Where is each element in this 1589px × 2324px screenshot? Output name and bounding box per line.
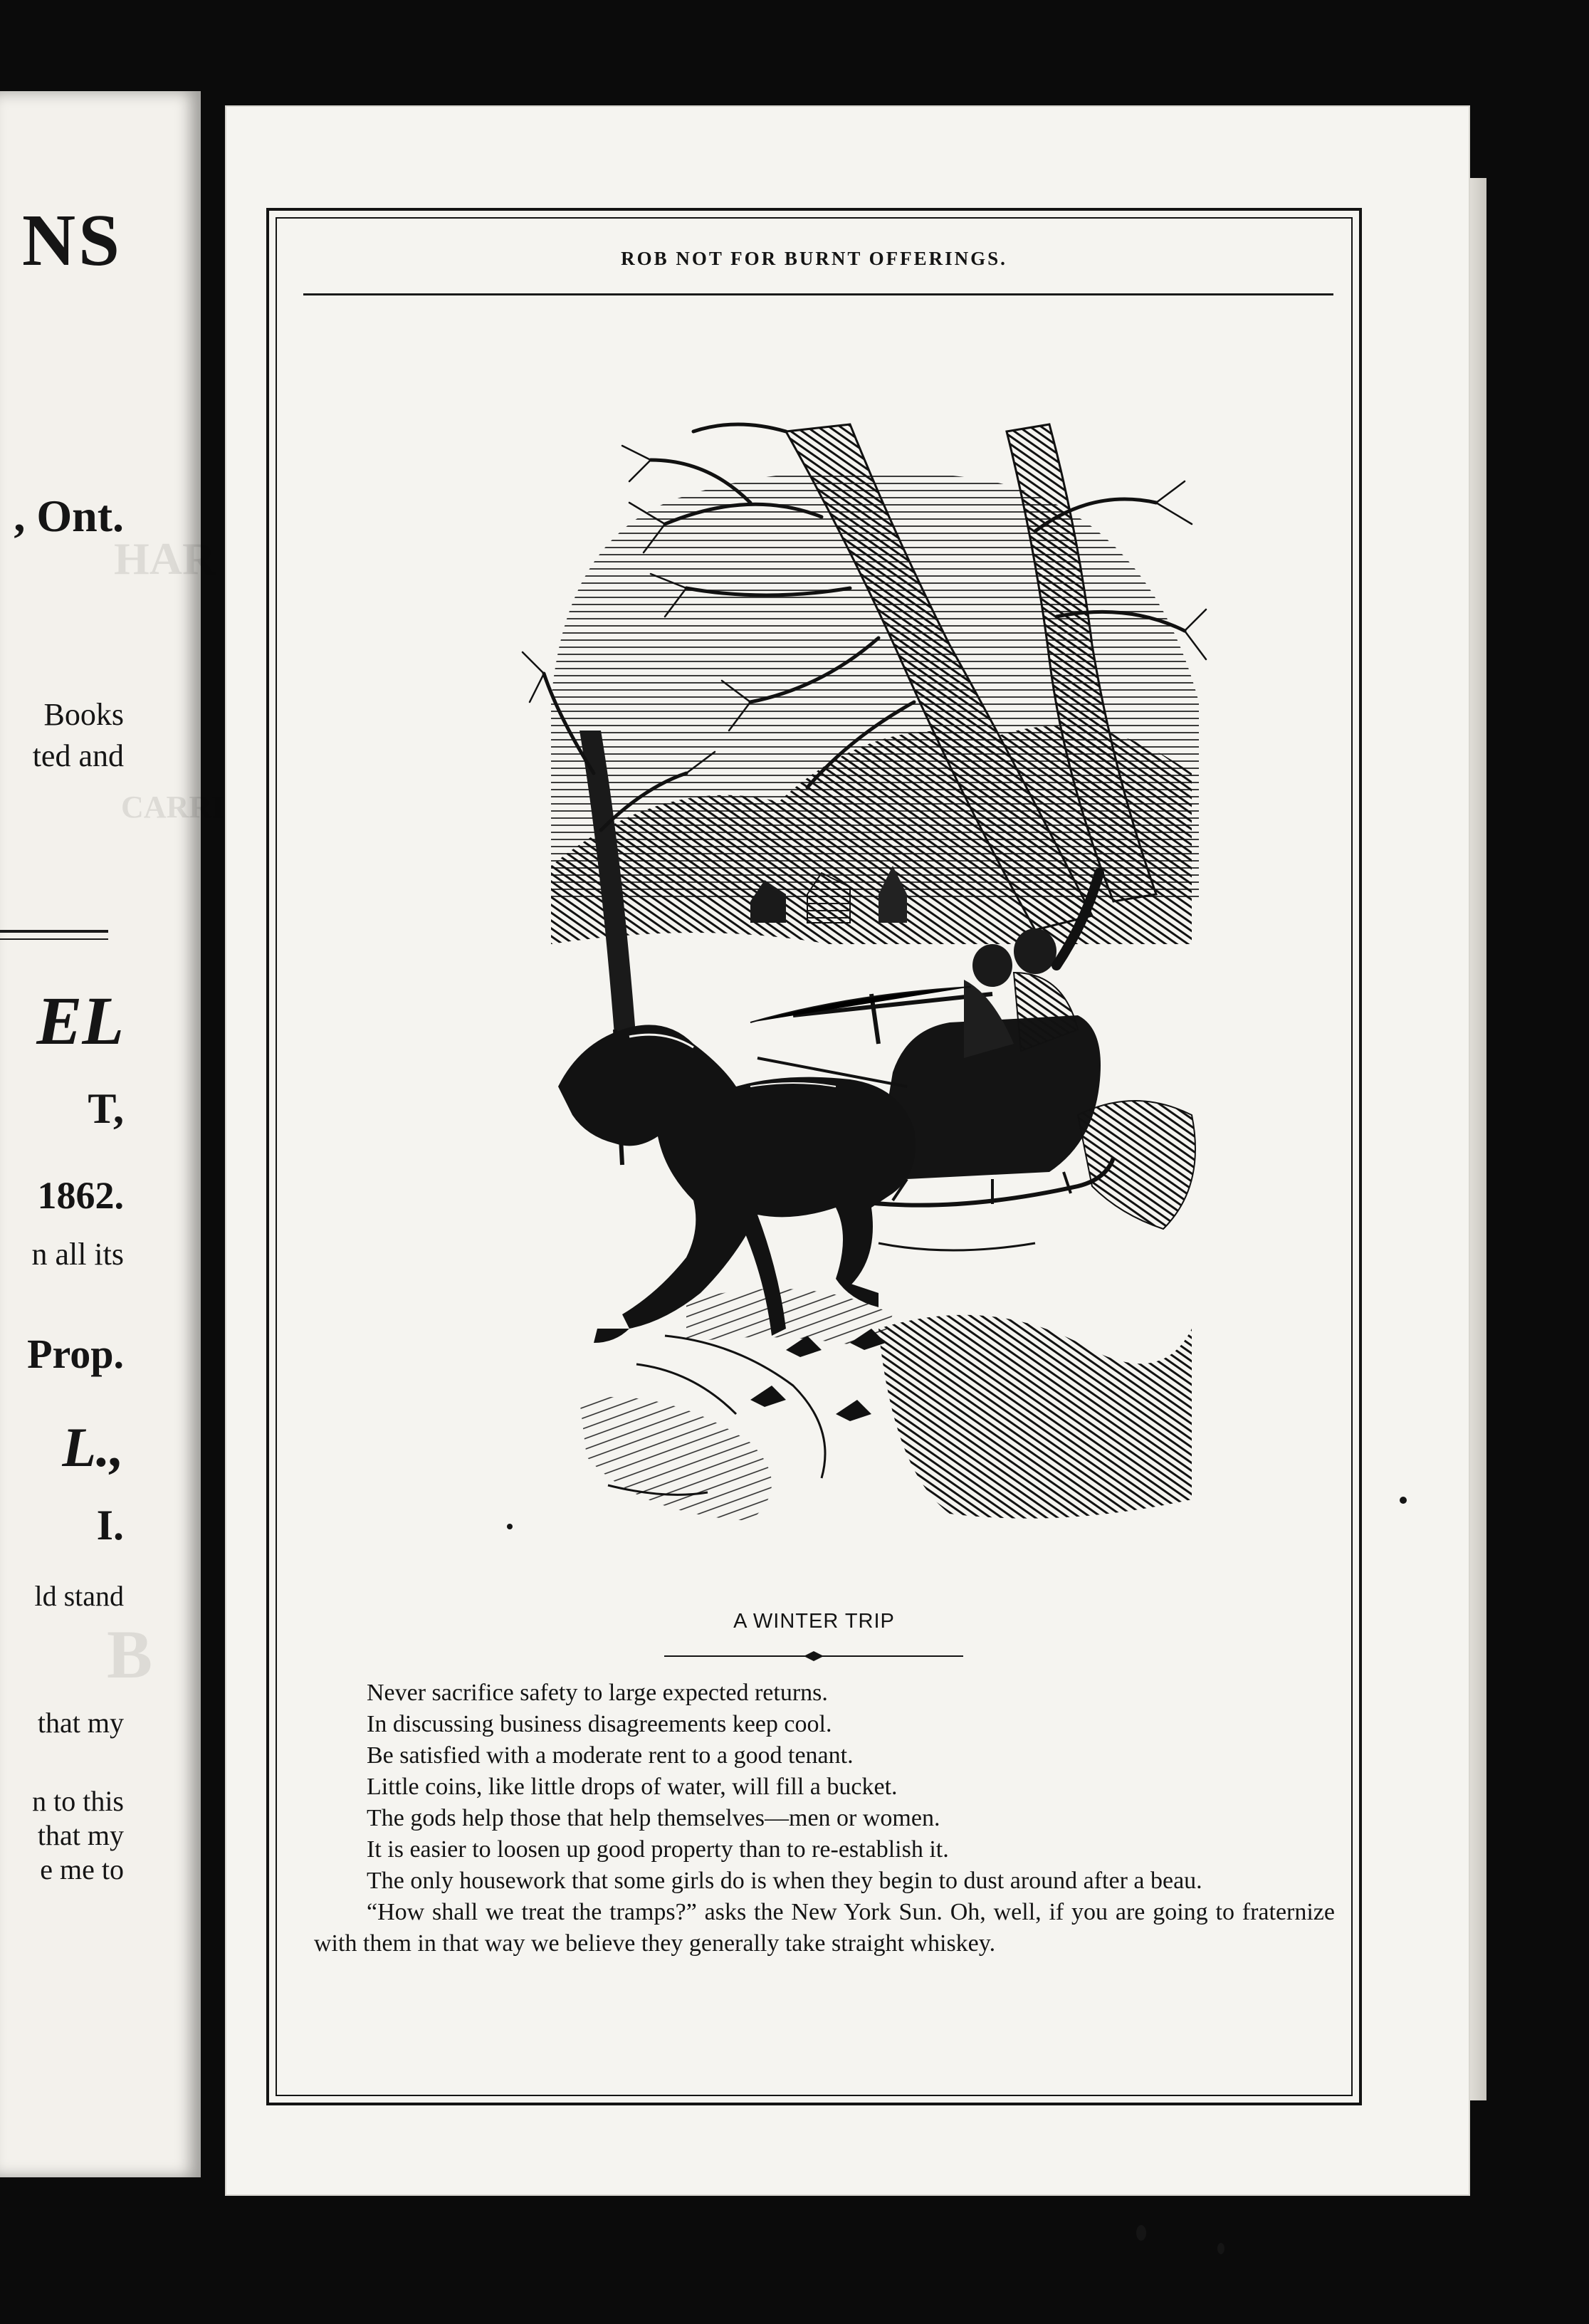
dust-speck — [1400, 1497, 1407, 1504]
illustration-caption: A WINTER TRIP — [733, 1610, 895, 1633]
dust-speck — [1217, 2243, 1224, 2254]
winter-trip-illustration — [451, 403, 1220, 1571]
left-page-line: n to this — [32, 1785, 124, 1817]
left-page-line: , Ont. — [14, 491, 124, 541]
dust-speck — [507, 1524, 513, 1529]
left-page-rule — [0, 938, 108, 940]
left-page-line: T, — [88, 1085, 124, 1132]
left-page-line: Prop. — [27, 1331, 124, 1377]
caption-ornament-rule — [664, 1651, 963, 1661]
left-page-line: that my — [37, 1707, 124, 1739]
paragraph: The only housework that some girls do is when they begin to dust around after a beau. — [367, 1868, 1202, 1894]
left-page-line: L., — [62, 1416, 124, 1478]
paragraph: In discussing business disagreements keep cool. — [367, 1711, 832, 1737]
dust-speck — [1136, 2225, 1146, 2241]
left-page-rule — [0, 930, 108, 933]
running-head: ROB NOT FOR BURNT OFFERINGS. — [621, 248, 1007, 269]
left-page-fragment — [0, 91, 224, 2177]
paragraph: The gods help those that help themselves—men or women. — [367, 1805, 940, 1831]
running-head-rule — [303, 293, 1333, 295]
book-page — [226, 107, 1469, 2194]
left-page-line: n all its — [31, 1237, 124, 1272]
left-page-line: 1862. — [37, 1174, 124, 1217]
bleed-through-text: CARRI — [121, 790, 224, 825]
left-page-line: that my — [37, 1819, 124, 1851]
bleed-through-text: HAR — [114, 533, 216, 584]
left-page-line: e me to — [40, 1853, 124, 1885]
left-page-line: ted and — [32, 738, 124, 773]
paragraph: Little coins, like little drops of water, will fill a bucket. — [367, 1774, 898, 1800]
left-page-line: Books — [43, 697, 124, 732]
left-page-line: ld stand — [34, 1580, 124, 1612]
bleed-through-text: B — [107, 1616, 153, 1692]
paragraph: It is easier to loosen up good property than to re-establish it. — [367, 1836, 949, 1863]
left-page-line: EL — [36, 983, 124, 1059]
paragraph: Be satisfied with a moderate rent to a good tenant. — [367, 1742, 854, 1769]
body-text — [314, 1677, 1335, 1959]
left-page-line: NS — [22, 199, 122, 281]
paragraph: “How shall we treat the tramps?” asks the New York Sun. Oh, well, if you are going to fraternize with them in that way we believe they generally take straight whiskey. — [314, 1899, 1335, 1957]
page-border-frame — [266, 208, 1362, 2105]
paragraph: Never sacrifice safety to large expected returns. — [367, 1680, 828, 1706]
left-page-line: I. — [96, 1502, 124, 1549]
